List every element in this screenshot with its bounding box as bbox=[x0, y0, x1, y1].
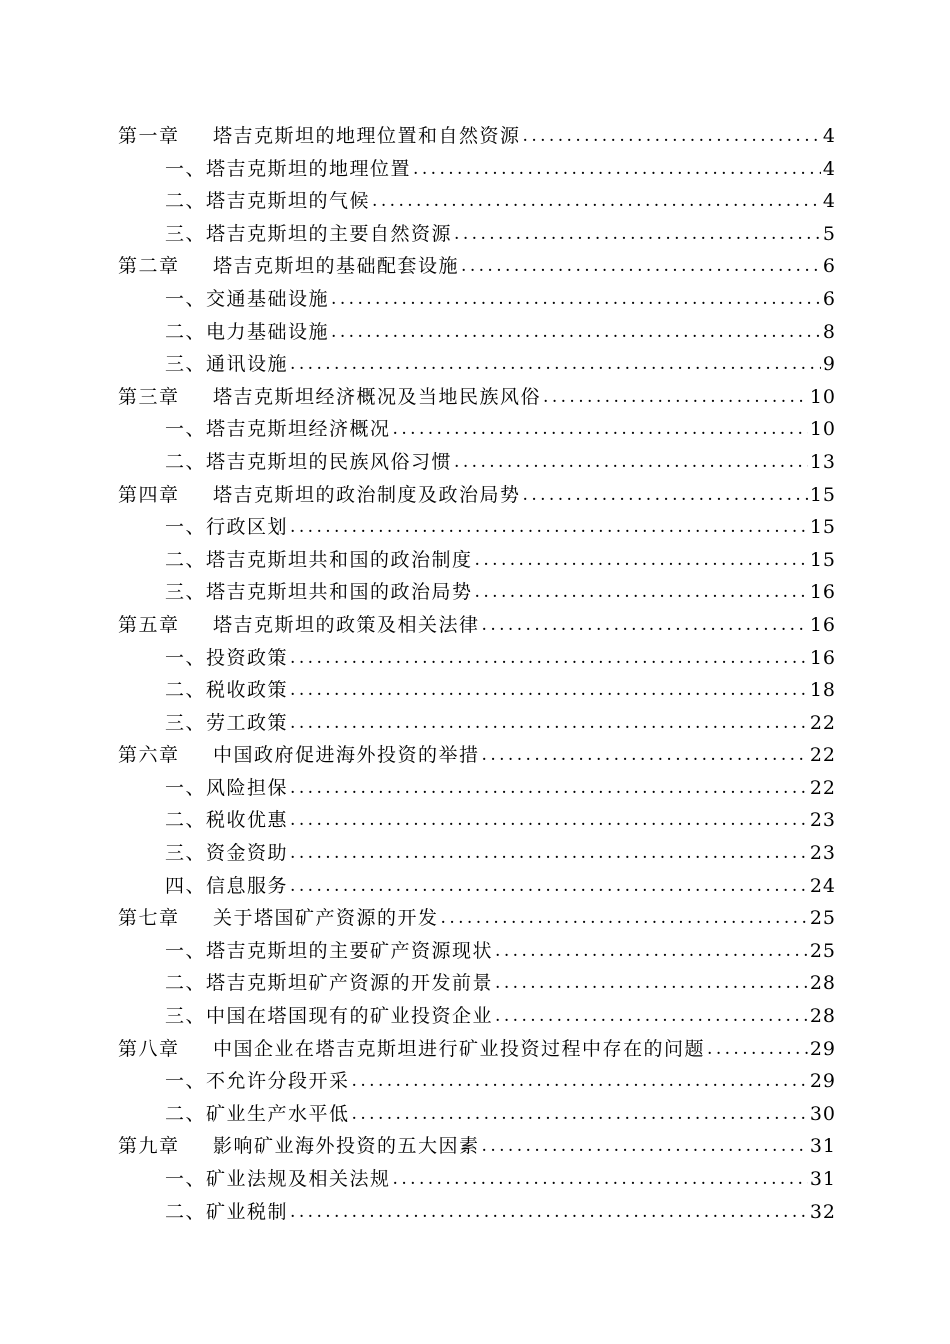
toc-entry-page: 10 bbox=[808, 381, 836, 414]
toc-leader-dots bbox=[290, 348, 821, 381]
toc-entry-prefix: 第八章 bbox=[118, 1037, 180, 1060]
toc-leader-dots bbox=[454, 446, 808, 479]
toc-entry-title-group bbox=[165, 283, 331, 316]
toc-leader-dots bbox=[331, 316, 821, 349]
toc-entry-prefix: 一、 bbox=[165, 516, 207, 539]
toc-entry-prefix: 一、 bbox=[165, 157, 207, 180]
toc-entry-title-group bbox=[165, 413, 393, 446]
toc-entry[interactable] bbox=[118, 1033, 836, 1066]
toc-leader-dots bbox=[495, 1000, 808, 1033]
toc-entry-title: 塔吉克斯坦的主要矿产资源现状 bbox=[206, 939, 494, 962]
toc-leader-dots bbox=[475, 544, 808, 577]
toc-entry-prefix: 二、 bbox=[165, 190, 207, 213]
toc-entry[interactable] bbox=[118, 1000, 836, 1033]
toc-leader-dots bbox=[290, 674, 808, 707]
toc-entry-title: 矿业生产水平低 bbox=[206, 1102, 350, 1125]
toc-entry-title: 通讯设施 bbox=[206, 353, 289, 376]
toc-entry-title-group bbox=[165, 967, 495, 1000]
toc-entry-prefix: 三、 bbox=[165, 353, 207, 376]
toc-entry-title-group bbox=[165, 511, 290, 544]
toc-leader-dots bbox=[441, 902, 808, 935]
toc-entry-page: 23 bbox=[808, 804, 836, 837]
toc-entry-page: 10 bbox=[808, 413, 836, 446]
toc-entry-page: 29 bbox=[808, 1065, 836, 1098]
toc-entry[interactable] bbox=[118, 544, 836, 577]
toc-leader-dots bbox=[475, 576, 808, 609]
toc-entry[interactable] bbox=[118, 772, 836, 805]
toc-entry[interactable] bbox=[118, 120, 836, 153]
toc-entry-title-group bbox=[165, 674, 290, 707]
toc-leader-dots bbox=[495, 967, 808, 1000]
toc-entry-title: 税收优惠 bbox=[206, 809, 289, 832]
toc-leader-dots bbox=[290, 772, 808, 805]
toc-leader-dots bbox=[290, 511, 808, 544]
toc-entry-page: 5 bbox=[821, 218, 836, 251]
toc-entry-title: 不允许分段开采 bbox=[206, 1070, 350, 1093]
toc-entry-title: 投资政策 bbox=[206, 646, 289, 669]
toc-entry-title: 关于塔国矿产资源的开发 bbox=[213, 907, 439, 930]
toc-leader-dots bbox=[290, 804, 808, 837]
toc-entry-title: 塔吉克斯坦的气候 bbox=[206, 190, 371, 213]
toc-entry-title: 税收政策 bbox=[206, 679, 289, 702]
toc-entry-page: 9 bbox=[821, 348, 836, 381]
toc-entry-page: 24 bbox=[808, 870, 836, 903]
toc-entry[interactable] bbox=[118, 870, 836, 903]
toc-entry-prefix: 第五章 bbox=[118, 613, 180, 636]
toc-entry[interactable] bbox=[118, 250, 836, 283]
toc-entry[interactable] bbox=[118, 511, 836, 544]
toc-leader-dots bbox=[290, 1196, 808, 1229]
toc-entry-prefix: 第六章 bbox=[118, 744, 180, 767]
toc-entry-title: 塔吉克斯坦的政治制度及政治局势 bbox=[213, 483, 521, 506]
toc-entry-title-group bbox=[165, 837, 290, 870]
toc-entry-prefix: 二、 bbox=[165, 320, 207, 343]
toc-entry-title-group bbox=[165, 316, 331, 349]
toc-entry[interactable] bbox=[118, 576, 836, 609]
toc-entry[interactable] bbox=[118, 153, 836, 186]
toc-entry-title-group bbox=[118, 902, 441, 935]
toc-leader-dots bbox=[454, 218, 821, 251]
toc-entry-title-group bbox=[165, 1163, 393, 1196]
toc-entry-page: 25 bbox=[808, 902, 836, 935]
toc-entry-prefix: 三、 bbox=[165, 842, 207, 865]
toc-entry-title-group bbox=[118, 381, 543, 414]
toc-entry-prefix: 一、 bbox=[165, 1070, 207, 1093]
toc-entry-title: 塔吉克斯坦经济概况及当地民族风俗 bbox=[213, 385, 542, 408]
toc-entry-prefix: 第七章 bbox=[118, 907, 180, 930]
toc-entry-prefix: 二、 bbox=[165, 548, 207, 571]
toc-entry-prefix: 一、 bbox=[165, 776, 207, 799]
toc-entry[interactable] bbox=[118, 609, 836, 642]
toc-entry-title-group bbox=[165, 935, 495, 968]
toc-entry-title: 中国在塔国现有的矿业投资企业 bbox=[206, 1005, 494, 1028]
toc-entry-title: 中国企业在塔吉克斯坦进行矿业投资过程中存在的问题 bbox=[213, 1037, 706, 1060]
toc-entry[interactable] bbox=[118, 446, 836, 479]
toc-entry-page: 31 bbox=[808, 1130, 836, 1163]
toc-entry-title-group bbox=[118, 120, 523, 153]
toc-entry-title-group bbox=[165, 576, 475, 609]
toc-entry-page: 25 bbox=[808, 935, 836, 968]
toc-entry-prefix: 二、 bbox=[165, 1200, 207, 1223]
toc-leader-dots bbox=[372, 185, 821, 218]
toc-entry-prefix: 第三章 bbox=[118, 385, 180, 408]
toc-entry-title: 资金资助 bbox=[206, 842, 289, 865]
toc-entry[interactable] bbox=[118, 413, 836, 446]
toc-entry-title-group bbox=[165, 185, 372, 218]
toc-leader-dots bbox=[290, 837, 808, 870]
toc-leader-dots bbox=[413, 153, 821, 186]
toc-entry-title: 塔吉克斯坦的政策及相关法律 bbox=[213, 613, 480, 636]
toc-entry-title: 塔吉克斯坦的民族风俗习惯 bbox=[206, 450, 453, 473]
toc-leader-dots bbox=[352, 1098, 808, 1131]
toc-entry-page: 15 bbox=[808, 544, 836, 577]
toc-entry[interactable] bbox=[118, 1098, 836, 1131]
toc-entry-title: 风险担保 bbox=[206, 776, 289, 799]
toc-entry-title: 影响矿业海外投资的五大因素 bbox=[213, 1135, 480, 1158]
toc-entry-prefix: 二、 bbox=[165, 450, 207, 473]
toc-entry[interactable] bbox=[118, 1196, 836, 1229]
toc-entry-prefix: 三、 bbox=[165, 222, 207, 245]
toc-leader-dots bbox=[495, 935, 808, 968]
toc-entry-title-group bbox=[165, 804, 290, 837]
toc-entry-title: 矿业法规及相关法规 bbox=[206, 1168, 391, 1190]
toc-entry[interactable] bbox=[118, 381, 836, 414]
toc-entry[interactable] bbox=[118, 1065, 836, 1098]
toc-entry-page: 30 bbox=[808, 1098, 836, 1131]
toc-entry-prefix: 一、 bbox=[165, 939, 207, 962]
toc-entry-title-group bbox=[165, 348, 290, 381]
toc-entry-page: 16 bbox=[808, 642, 836, 675]
toc-entry-title-group bbox=[118, 250, 461, 283]
toc-entry-title-group bbox=[165, 544, 475, 577]
toc-entry-prefix: 三、 bbox=[165, 1005, 207, 1028]
toc-entry-page: 8 bbox=[821, 316, 836, 349]
toc-entry-page: 15 bbox=[808, 511, 836, 544]
toc-entry[interactable] bbox=[118, 479, 836, 512]
toc-entry-title: 劳工政策 bbox=[206, 711, 289, 734]
toc-leader-dots bbox=[290, 707, 808, 740]
toc-entry-page: 22 bbox=[808, 772, 836, 805]
toc-entry[interactable] bbox=[118, 316, 836, 349]
toc-entry-title-group bbox=[118, 479, 523, 512]
toc-leader-dots bbox=[290, 642, 808, 675]
toc-entry-page: 4 bbox=[821, 185, 836, 218]
toc-leader-dots bbox=[461, 250, 821, 283]
toc-entry-page: 31 bbox=[808, 1163, 836, 1196]
toc-entry-page: 4 bbox=[821, 120, 836, 153]
toc-leader-dots bbox=[482, 739, 808, 772]
toc-entry-page: 6 bbox=[821, 250, 836, 283]
toc-entry-page: 29 bbox=[808, 1033, 836, 1066]
toc-entry-prefix: 三、 bbox=[165, 711, 207, 734]
toc-leader-dots bbox=[331, 283, 821, 316]
toc-leader-dots bbox=[393, 1163, 808, 1196]
toc-entry-prefix: 一、 bbox=[165, 646, 207, 669]
toc-entry-page: 6 bbox=[821, 283, 836, 316]
toc-entry-title-group bbox=[165, 772, 290, 805]
toc-leader-dots bbox=[707, 1033, 808, 1066]
toc-entry-prefix: 第二章 bbox=[118, 255, 180, 278]
toc-entry-title-group bbox=[165, 1065, 352, 1098]
toc-entry-title: 塔吉克斯坦矿产资源的开发前景 bbox=[206, 972, 494, 995]
toc-entry-page: 22 bbox=[808, 707, 836, 740]
toc-entry-title-group bbox=[165, 870, 290, 903]
toc-leader-dots bbox=[523, 120, 821, 153]
toc-entry-title: 中国政府促进海外投资的举措 bbox=[213, 744, 480, 767]
toc-entry[interactable] bbox=[118, 837, 836, 870]
toc-entry[interactable] bbox=[118, 1130, 836, 1163]
toc-leader-dots bbox=[482, 609, 808, 642]
toc-entry-title-group bbox=[118, 1033, 707, 1066]
toc-entry-page: 16 bbox=[808, 576, 836, 609]
toc-entry-page: 16 bbox=[808, 609, 836, 642]
toc-entry-title-group bbox=[118, 1130, 482, 1163]
toc-entry-prefix: 二、 bbox=[165, 1102, 207, 1125]
toc-entry-title: 行政区划 bbox=[206, 516, 289, 539]
toc-entry-title: 交通基础设施 bbox=[206, 287, 330, 310]
toc-entry-page: 28 bbox=[808, 1000, 836, 1033]
toc-entry-title: 矿业税制 bbox=[206, 1200, 289, 1223]
toc-entry-prefix: 第一章 bbox=[118, 125, 180, 147]
toc-entry-title: 信息服务 bbox=[206, 874, 289, 897]
toc-entry[interactable] bbox=[118, 348, 836, 381]
toc-leader-dots bbox=[523, 479, 808, 512]
toc-entry-title-group bbox=[165, 1098, 352, 1131]
toc-entry-title: 电力基础设施 bbox=[206, 320, 330, 343]
toc-entry-title: 塔吉克斯坦共和国的政治局势 bbox=[206, 581, 473, 604]
toc-entry-prefix: 三、 bbox=[165, 581, 207, 604]
toc-entry-prefix: 二、 bbox=[165, 679, 207, 702]
toc-entry-prefix: 二、 bbox=[165, 809, 207, 832]
toc-entry-page: 28 bbox=[808, 967, 836, 1000]
toc-entry[interactable] bbox=[118, 1163, 836, 1196]
toc-entry-title-group bbox=[165, 707, 290, 740]
toc-entry-page: 15 bbox=[808, 479, 836, 512]
toc-entry-prefix: 一、 bbox=[165, 1168, 207, 1190]
toc-entry-title: 塔吉克斯坦的基础配套设施 bbox=[213, 255, 460, 278]
toc-entry-title: 塔吉克斯坦的主要自然资源 bbox=[206, 222, 453, 245]
toc-entry-title-group bbox=[165, 1000, 495, 1033]
toc-entry-prefix: 第九章 bbox=[118, 1135, 180, 1158]
toc-leader-dots bbox=[393, 413, 808, 446]
toc-entry-prefix: 第四章 bbox=[118, 483, 180, 506]
toc-leader-dots bbox=[290, 870, 808, 903]
toc-leader-dots bbox=[482, 1130, 808, 1163]
toc-entry[interactable] bbox=[118, 185, 836, 218]
toc-entry-page: 23 bbox=[808, 837, 836, 870]
toc-entry[interactable] bbox=[118, 674, 836, 707]
toc-entry-prefix: 一、 bbox=[165, 287, 207, 310]
toc-entry-title-group bbox=[165, 446, 454, 479]
toc-entry-title-group bbox=[165, 218, 454, 251]
toc-entry-page: 4 bbox=[821, 153, 836, 186]
toc-entry[interactable] bbox=[118, 902, 836, 935]
toc-entry[interactable] bbox=[118, 707, 836, 740]
toc-entry-title-group bbox=[165, 153, 413, 186]
toc-entry[interactable] bbox=[118, 642, 836, 675]
toc-entry[interactable] bbox=[118, 804, 836, 837]
toc-entry-page: 13 bbox=[808, 446, 836, 479]
toc-leader-dots bbox=[543, 381, 808, 414]
toc-entry-page: 22 bbox=[808, 739, 836, 772]
toc-entry[interactable] bbox=[118, 739, 836, 772]
toc-entry-title: 塔吉克斯坦的地理位置和自然资源 bbox=[213, 125, 521, 147]
toc-entry[interactable] bbox=[118, 283, 836, 316]
toc-leader-dots bbox=[352, 1065, 808, 1098]
table-of-contents bbox=[118, 120, 836, 1228]
toc-entry[interactable] bbox=[118, 967, 836, 1000]
toc-entry-prefix: 二、 bbox=[165, 972, 207, 995]
toc-entry-page: 18 bbox=[808, 674, 836, 707]
toc-entry-title: 塔吉克斯坦经济概况 bbox=[206, 418, 391, 441]
toc-entry-title-group bbox=[165, 642, 290, 675]
toc-entry-prefix: 四、 bbox=[165, 874, 207, 897]
toc-entry-title: 塔吉克斯坦共和国的政治制度 bbox=[206, 548, 473, 571]
toc-entry[interactable] bbox=[118, 935, 836, 968]
toc-entry[interactable] bbox=[118, 218, 836, 251]
toc-entry-title-group bbox=[118, 739, 482, 772]
toc-entry-title-group bbox=[118, 609, 482, 642]
toc-entry-title-group bbox=[165, 1196, 290, 1229]
toc-entry-title: 塔吉克斯坦的地理位置 bbox=[206, 157, 412, 180]
toc-entry-prefix: 一、 bbox=[165, 418, 207, 441]
toc-entry-page: 32 bbox=[808, 1196, 836, 1229]
